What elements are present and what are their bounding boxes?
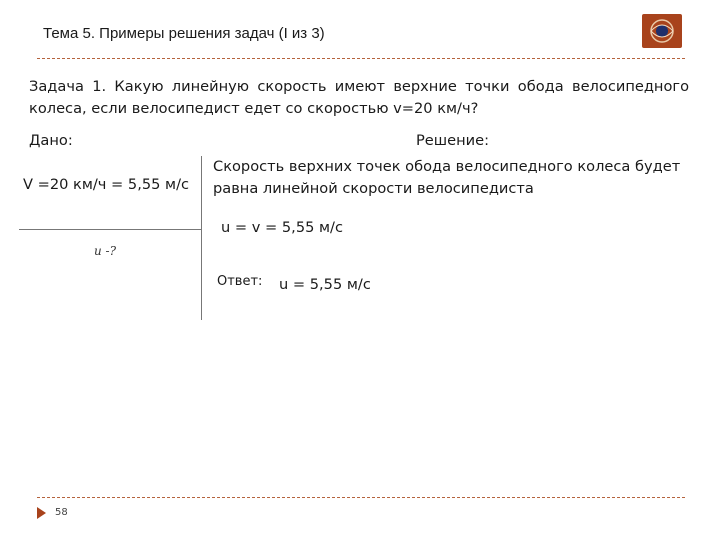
unknown-quantity: u -? (94, 244, 117, 258)
given-value: V =20 км/ч = 5,55 м/с (23, 176, 190, 193)
given-label: Дано: (29, 132, 73, 149)
logo-icon (642, 14, 682, 48)
given-divider-vertical (201, 156, 202, 320)
given-divider-horizontal (19, 229, 202, 230)
footer-divider (37, 497, 685, 498)
header-divider (37, 58, 685, 59)
solution-label: Решение: (416, 132, 490, 149)
solution-formula: u = v = 5,55 м/с (221, 219, 343, 236)
slide-title: Тема 5. Примеры решения задач (I из 3) (43, 25, 325, 42)
solution-text: Скорость верхних точек обода велосипедного колеса будет равна линейной скорости велосипедиста (213, 158, 681, 197)
answer-label: Ответ: (217, 274, 263, 289)
answer-value: u = 5,55 м/с (279, 276, 371, 293)
play-arrow-icon[interactable] (37, 507, 46, 519)
page-number: 58 (55, 507, 68, 518)
task-statement: Задача 1. Какую линейную скорость имеют верхние точки обода велосипедного колеса, если велосипедист едет со скоростью v=20 км/ч? (29, 78, 689, 117)
